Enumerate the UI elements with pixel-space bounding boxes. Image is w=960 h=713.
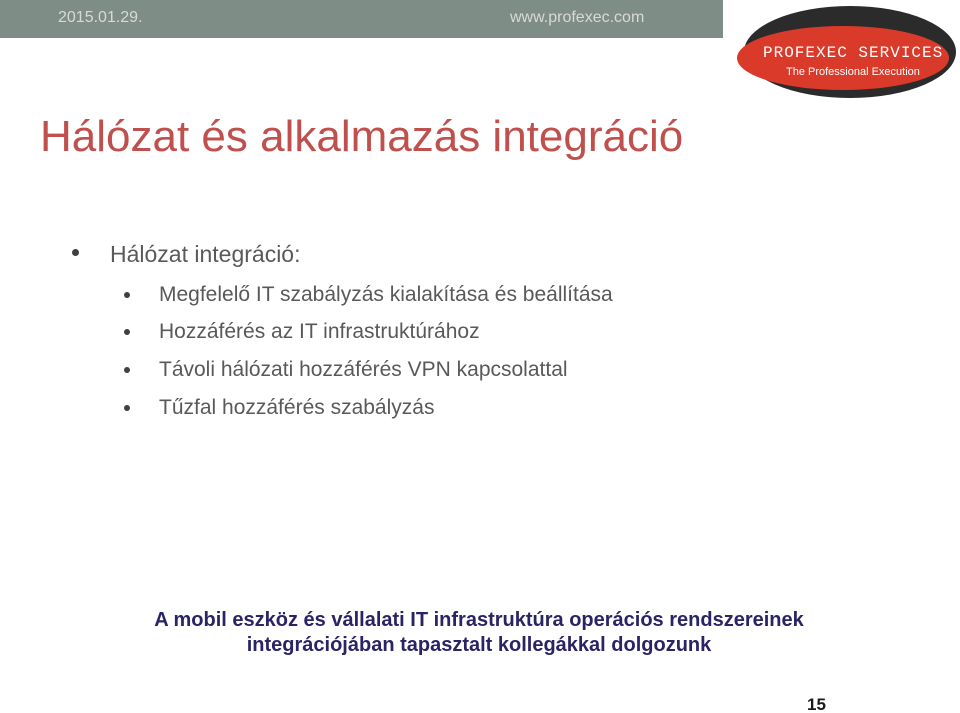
bullet-dot-icon [124, 292, 130, 298]
bullet-dot-icon [124, 367, 130, 373]
sub-bullet-text: Távoli hálózati hozzáférés VPN kapcsolattal [159, 358, 568, 381]
sub-bullet-text: Tűzfal hozzáférés szabályzás [159, 396, 435, 419]
logo-company-name: PROFEXEC SERVICES [763, 44, 944, 62]
sub-bullet-text: Hozzáférés az IT infrastruktúrához [159, 320, 480, 343]
slide-title: Hálózat és alkalmazás integráció [40, 112, 684, 161]
page-number: 15 [807, 695, 826, 713]
header-date: 2015.01.29. [58, 9, 143, 26]
footer-note [60, 608, 898, 658]
bullet-dot-icon [124, 329, 130, 335]
footer-note-line: integrációjában tapasztalt kollegákkal dolgozunk [246, 634, 712, 656]
footer-note-line: A mobil eszköz és vállalati IT infrastruktúra operációs rendszereinek [154, 609, 804, 631]
header-bar [0, 0, 723, 38]
sub-bullet-text: Megfelelő IT szabályzás kialakítása és beállítása [159, 283, 613, 306]
logo-tagline: The Professional Execution [786, 66, 920, 78]
header-url[interactable]: www.profexec.com [510, 9, 645, 26]
bullet-dot-icon [124, 405, 130, 411]
bullet-dot-icon [72, 249, 79, 256]
main-bullet-text: Hálózat integráció: [110, 241, 301, 267]
